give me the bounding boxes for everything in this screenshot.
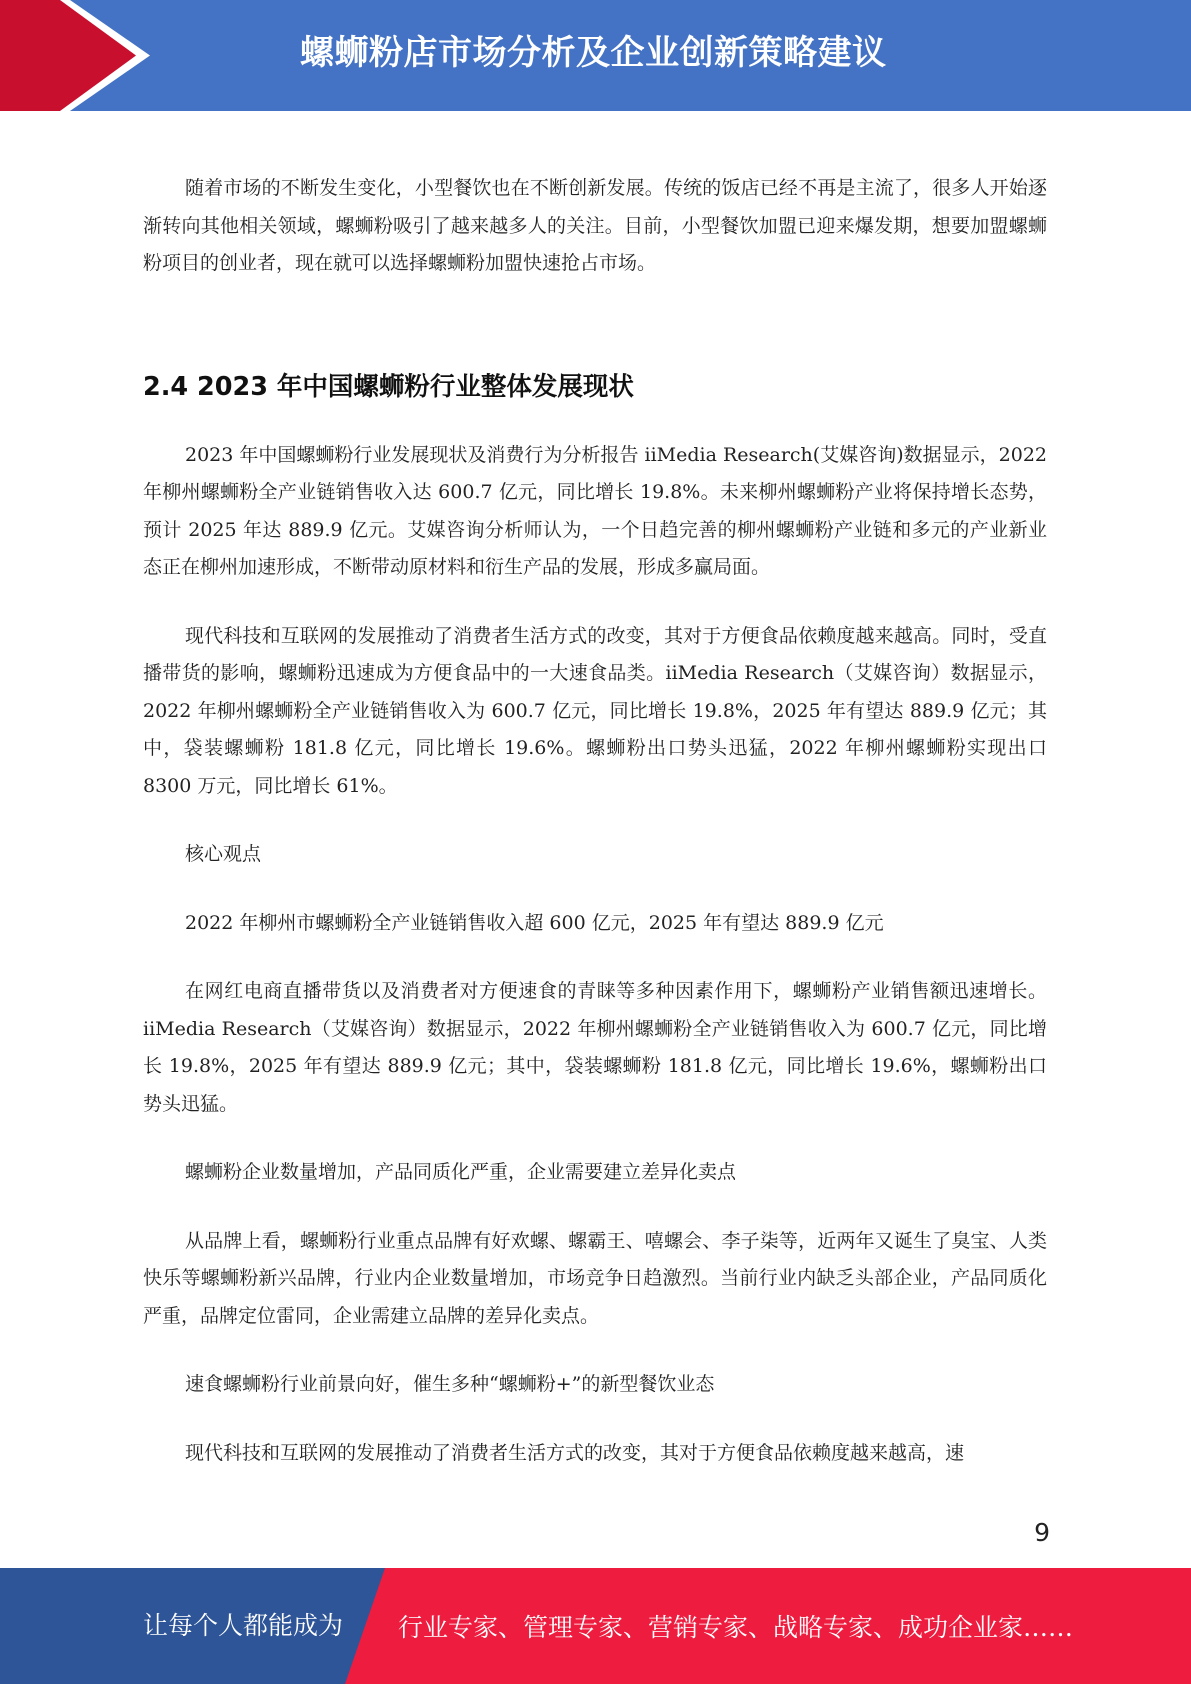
intro-paragraph: 随着市场的不断发生变化，小型餐饮也在不断创新发展。传统的饭店已经不再是主流了，很多人开始逐渐转向其他相关领域，螺蛳粉吸引了越来越多人的关注。目前，小型餐饮加盟已迎来爆发期，想要加盟螺蛳粉项目的创业者，现在就可以选择螺蛳粉加盟快速抢占市场。	[143, 177, 1047, 274]
spacer	[143, 874, 1047, 905]
spacer	[143, 1404, 1047, 1435]
page-number: 9	[1034, 1518, 1050, 1547]
section-paragraph: 2023 年中国螺蛳粉行业发展现状及消费行为分析报告 iiMedia Research(艾媒咨询)数据显示，2022 年柳州螺蛳粉全产业链销售收入达 600.7 亿元，同比增长 19.8%。未来柳州螺蛳粉产业将保持增长态势，预计 2025 年达 889.9 亿元。艾媒咨询分析师认为，一个日趋完善的柳州螺蛳粉产业链和多元的产业新业态正在柳州加速形成，不断带动原材料和衍生产品的发展，形成多赢局面。	[143, 443, 1047, 578]
header-banner	[0, 0, 1191, 111]
section-paragraph: 在网红电商直播带货以及消费者对方便速食的青睐等多种因素作用下，螺蛳粉产业销售额迅速增长。iiMedia Research（艾媒咨询）数据显示，2022 年柳州螺蛳粉全产业链销售收入为 600.7 亿元，同比增长 19.8%，2025 年有望达 889.9 亿元；其中，袋装螺蛳粉 181.8 亿元，同比增长 19.6%，螺蛳粉出口势头迅猛。	[143, 980, 1047, 1115]
key-point: 速食螺蛳粉行业前景向好，催生多种“螺蛳粉+”的新型餐饮业态	[185, 1373, 715, 1395]
footer-slogan-right: 行业专家、管理专家、营销专家、战略专家、成功企业家……	[398, 1613, 1074, 1642]
spacer	[143, 1123, 1047, 1154]
spacer	[143, 1192, 1047, 1223]
spacer	[143, 406, 1047, 437]
document-body	[143, 170, 1047, 1472]
key-point: 2022 年柳州市螺蛳粉全产业链销售收入超 600 亿元，2025 年有望达 889.9 亿元	[185, 911, 884, 934]
key-point: 螺蛳粉企业数量增加，产品同质化严重，企业需要建立差异化卖点	[185, 1161, 737, 1183]
document-title: 螺蛳粉店市场分析及企业创新策略建议	[300, 33, 887, 73]
section-heading: 2.4 2023 年中国螺蛳粉行业整体发展现状	[143, 371, 634, 402]
spacer	[143, 805, 1047, 836]
section-paragraph: 现代科技和互联网的发展推动了消费者生活方式的改变，其对于方便食品依赖度越来越高，速	[185, 1441, 965, 1464]
subheading-core-view: 核心观点	[185, 843, 262, 865]
section-paragraph: 从品牌上看，螺蛳粉行业重点品牌有好欢螺、螺霸王、嘻螺会、李子柒等，近两年又诞生了臭宝、人类快乐等螺蛳粉新兴品牌，行业内企业数量增加，市场竞争日趋激烈。当前行业内缺乏头部企业，产品同质化严重，品牌定位雷同，企业需建立品牌的差异化卖点。	[143, 1229, 1047, 1327]
section-paragraph: 现代科技和互联网的发展推动了消费者生活方式的改变，其对于方便食品依赖度越来越高。同时，受直播带货的影响，螺蛳粉迅速成为方便食品中的一大速食品类。iiMedia Research（艾媒咨询）数据显示，2022 年柳州螺蛳粉全产业链销售收入为 600.7 亿元，同比增长 19.8%，2025 年有望达 889.9 亿元；其中，袋装螺蛳粉 181.8 亿元，同比增长 19.6%。螺蛳粉出口势头迅猛，2022 年柳州螺蛳粉实现出口 8300 万元，同比增长 61%。	[143, 624, 1047, 797]
footer-banner	[0, 1568, 1191, 1684]
spacer	[143, 1335, 1047, 1366]
header-chevron-shape	[0, 0, 160, 111]
footer-slogan-left: 让每个人都能成为	[143, 1611, 344, 1640]
spacer	[143, 283, 1047, 368]
spacer	[143, 587, 1047, 618]
spacer	[143, 942, 1047, 973]
